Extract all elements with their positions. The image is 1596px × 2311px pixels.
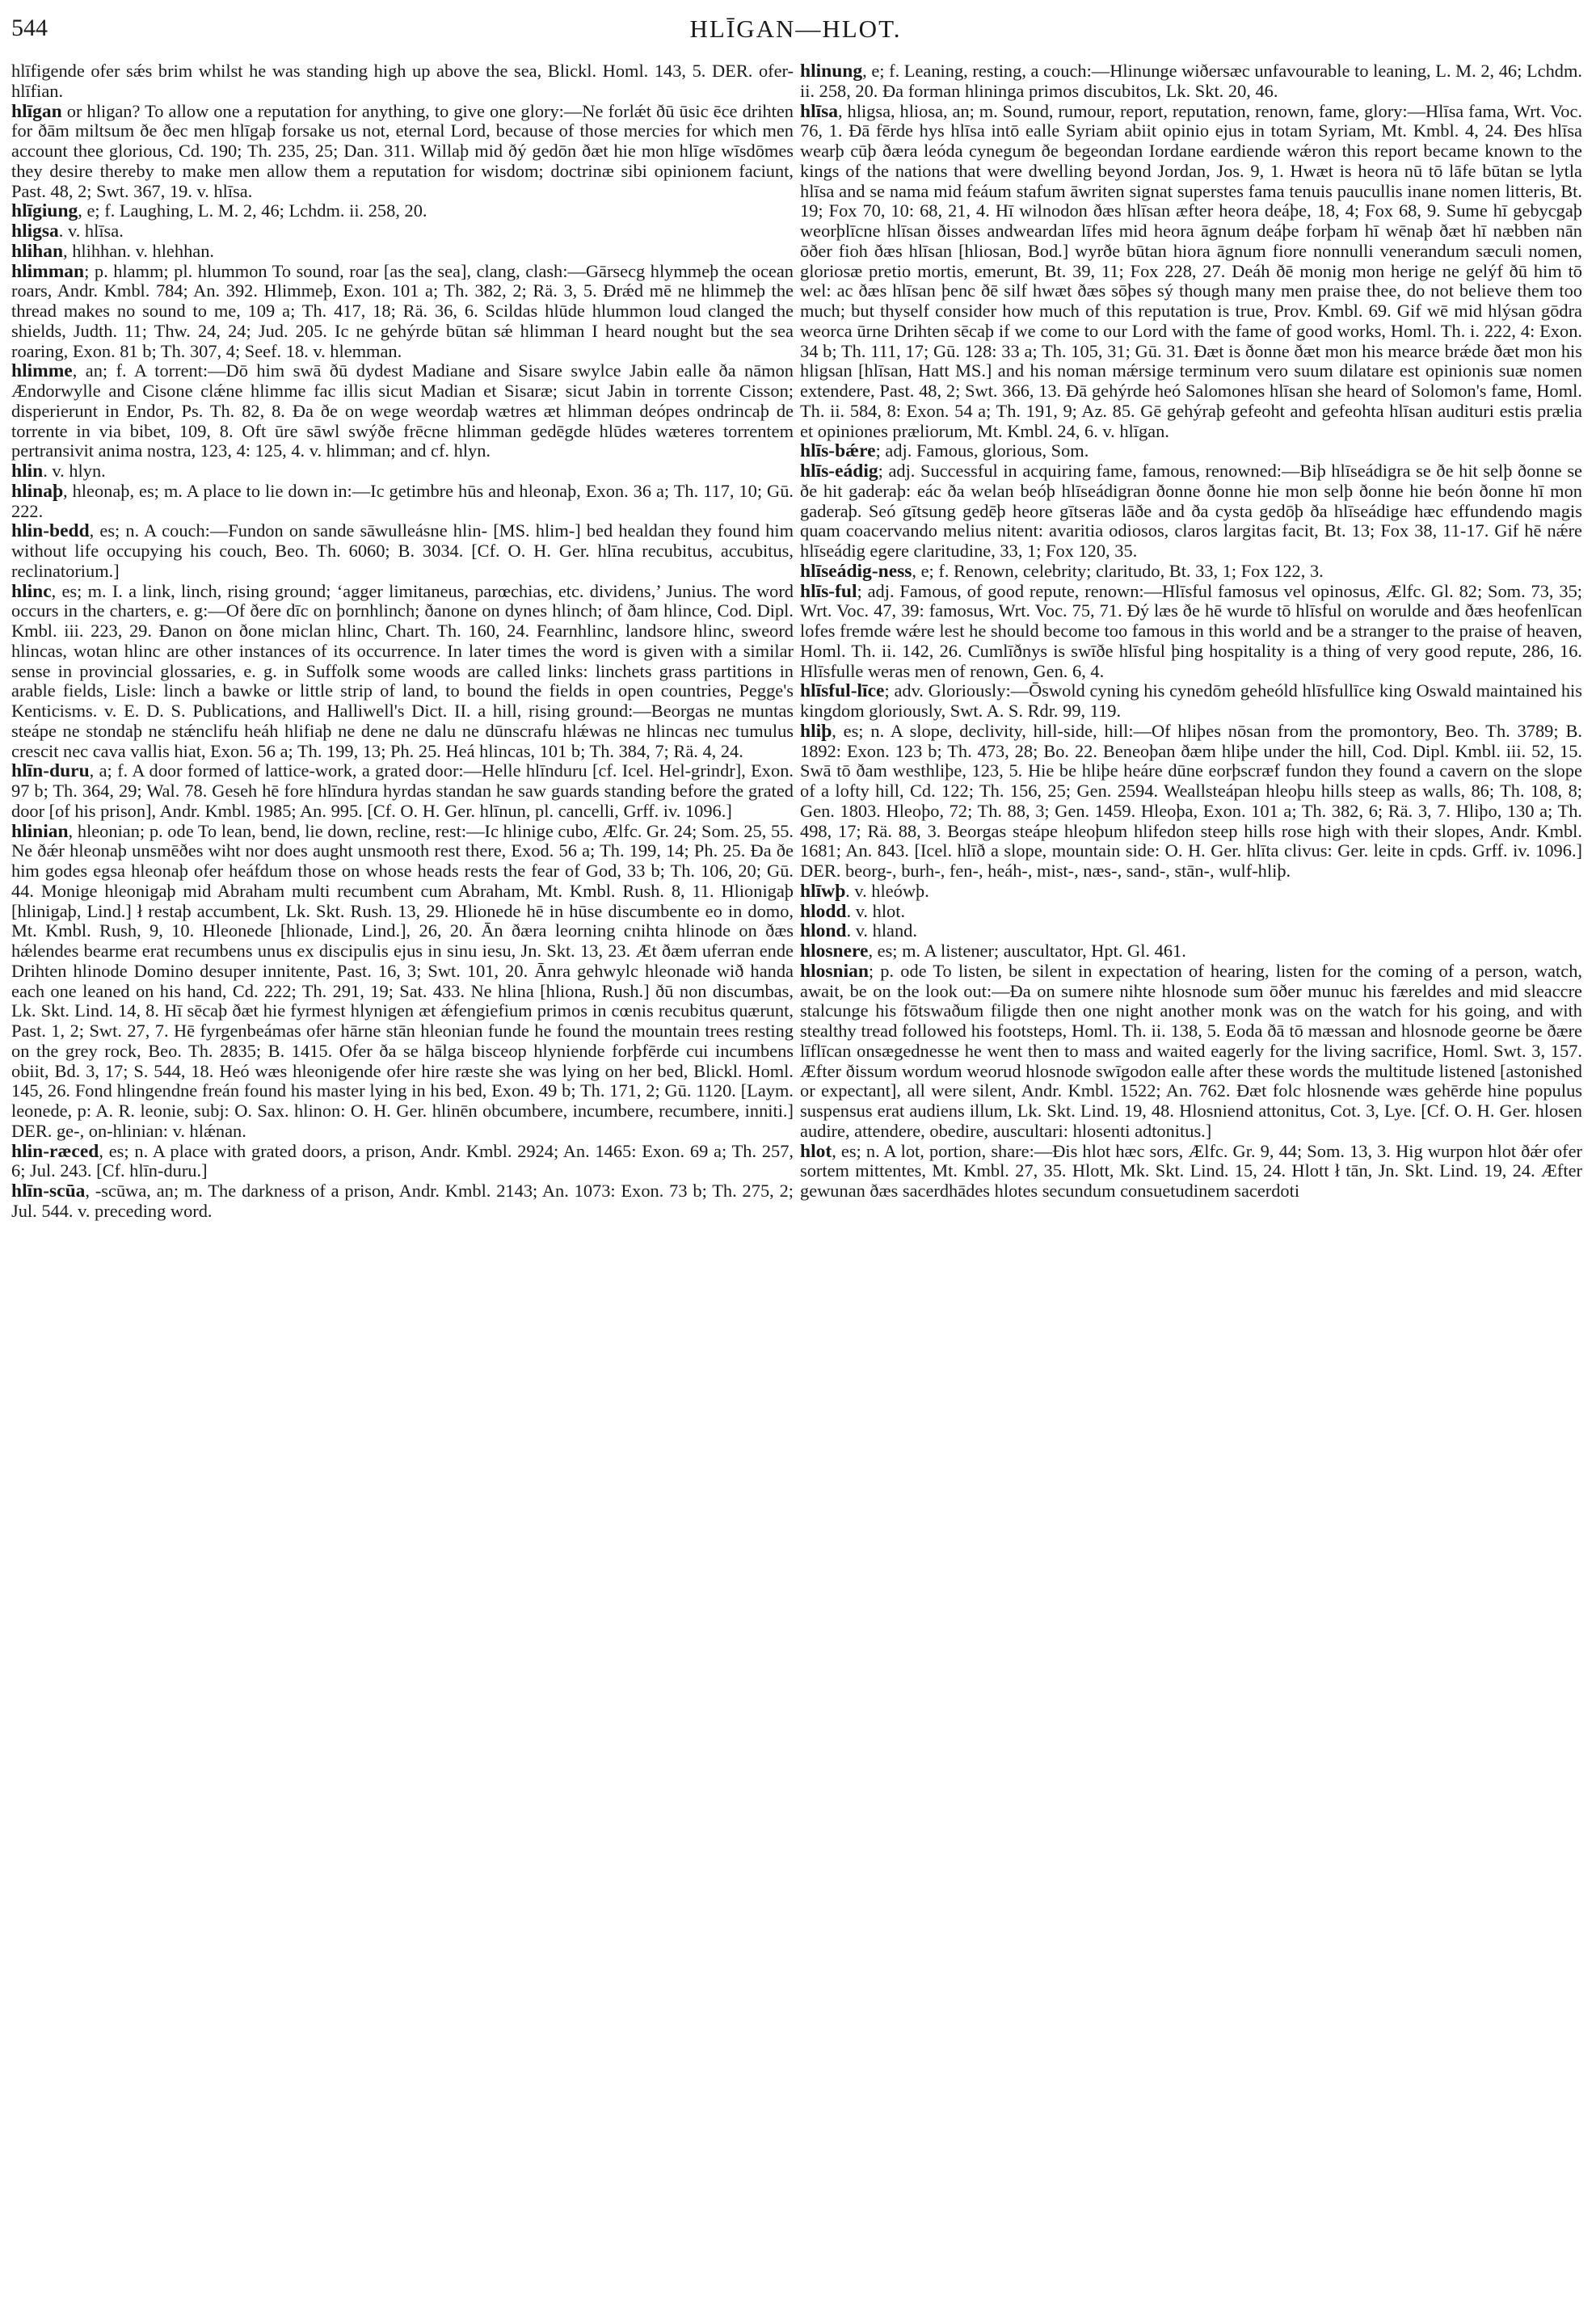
headword: hlodd: [800, 900, 847, 922]
headword: hlond: [800, 920, 847, 942]
headword: hlin-bedd: [11, 520, 90, 542]
headword: hlīseádig-ness: [800, 560, 912, 582]
headword: hlin-ræced: [11, 1140, 99, 1162]
entry-body: , hlihhan. v. hlehhan.: [63, 240, 214, 261]
entry-body: . v. hlīsa.: [58, 221, 124, 241]
dictionary-entry: [800, 921, 1582, 941]
dictionary-entry: [11, 61, 794, 102]
page-header: [11, 15, 1580, 55]
page-number: 544: [11, 15, 48, 41]
entry-body: , e; f. Laughing, L. M. 2, 46; Lchdm. ii. 258, 20.: [78, 200, 427, 221]
entry-body: ; adj. Famous, of good repute, renown:—Hlīsful famosus vel opinosus, Ælfc. Gl. 82; Som. 73, 35; Wrt. Voc. 47, 39: famosus, Wrt. Voc. 75, 71. Ðý læs ðe hē wurde tō hlīsful on worulde and ðæs heofenlīcan lofes fremde wǽre lest he should become too famous in this world and be a stranger to the praise of heaven, Homl. Th. ii. 142, 26. Cumlīðnys is swīðe hlīsful þing hospitality is a thing of very good repute, 286, 16. Hlīsfulle weras men of renown, Gen. 6, 4.: [800, 580, 1582, 681]
entry-body: hlīfigende ofer sǽs brim whilst he was standing high up above the sea, Blickl. Homl. 143, 5. DER. ofer-hlīfian.: [11, 61, 794, 101]
headword: hlīn-duru: [11, 760, 90, 782]
dictionary-entry: [800, 962, 1582, 1142]
entry-body: , es; n. A couch:—Fundon on sande sāwulleásne hlin- [MS. hlim-] bed healdan they found him without life occupying his couch, Beo. Th. 6060; B. 3034. [Cf. O. H. Ger. hlīna recubitus, accubitus, reclinatorium.]: [11, 520, 794, 581]
right-column: [800, 61, 1582, 1202]
entry-body: , hleonian; p. ode To lean, bend, lie down, recline, rest:—Ic hlinige cubo, Ælfc. Gr. 24; Som. 25, 55. Ne ðǽr hleonaþ unsmēðes wiht nor does aught unsmooth rest there, Exod. 56 a; Th. 199, 14; Ph. 25. Ða ðe him godes egsa hleonaþ ofer heáfdum those on whose heads rests the fear of God, 33 b; Th. 106, 20; Gū. 44. Monige hleonigaþ mid Abraham multi recumbent cum Abraham, Mt. Kmbl. Rush. 8, 11. Hlionigaþ [hlinigaþ, Lind.] ł restaþ accumbent, Lk. Skt. Rush. 13, 29. Hlionede hē in hūse discumbente eo in domo, Mt. Kmbl. Rush, 9, 10. Hleonede [hlionade, Lind.], 26, 20. Ān ðæra leorning cnihta hlinode on ðæs hǽlendes bearme erat recumbens unus ex discipulis ejus in sinu iesu, Jn. Skt. 13, 23. Æt ðæm uferran ende Drihten hlinode Domino desuper innitente, Past. 16, 3; Swt. 101, 20. Ānra gehwylc hleonade wið handa each one leaned on his hand, Cd. 222; Th. 291, 19; Sat. 433. Ne hlina [hliona, Rush.] ðū non discumbas, Lk. Skt. Lind. 14, 8. Hī sēcaþ ðæt hie fyrmest hlynigen æt ǽfengiefium primos in cœnis recubitus quærunt, Past. 1, 2; Swt. 27, 7. Hē fyrgenbeámas ofer hārne stān hleonian funde he found the mountain trees resting on the grey rock, Beo. Th. 2835; B. 1415. Ofer ða se hālga bisceop hlyniende forþfērde cui incumbens obiit, Bd. 3, 17; S. 544, 18. Heó wæs hleonigende ofer hire ræste she was lying on her bed, Blickl. Homl. 145, 26. Fond hlingendne freán found his master lying in his bed, Exon. 49 b; Th. 171, 2; Gū. 1120. [Laym. leonede, p: A. R. leonie, subj: O. Sax. hlinon: O. H. Ger. hlinēn obcumbere, incumbere, recumbere, inniti.] DER. ge-, on-hlinian: v. hlǽnan.: [11, 820, 794, 1141]
headword: hlīs-eádig: [800, 461, 878, 482]
dictionary-entry: [11, 761, 794, 821]
entry-body: . v. hlot.: [846, 900, 906, 921]
entry-body: , hleonaþ, es; m. A place to lie down in:—Ic getimbre hūs and hleonaþ, Exon. 36 a; Th. 117, 10; Gū. 222.: [11, 480, 794, 521]
entry-body: or hligan? To allow one a reputation for anything, to give one glory:—Ne forlǽt ðū ūsic ēce drihten for ðām miltsum ðe ðec men hlīgaþ forsake us not, eternal Lord, because of those mercies for which men account thee glorious, Cd. 190; Th. 235, 25; Dan. 311. Willaþ mid ðý gedōn ðæt hie mon hlīge wīsdōmes they desire thereby to make men allow them a reputation for wisdom; doctrinæ sibi opinionem faciunt, Past. 48, 2; Swt. 367, 19. v. hlīsa.: [11, 100, 794, 201]
headword: hlin: [11, 461, 44, 482]
headword: hlīgiung: [11, 200, 78, 222]
dictionary-entry: [11, 461, 794, 482]
entry-body: . v. hleówþ.: [845, 880, 929, 901]
dictionary-entry: [800, 102, 1582, 442]
headword: hlosnere: [800, 941, 869, 962]
headword: hlīsa: [800, 100, 839, 122]
entry-body: . v. hland.: [846, 920, 917, 941]
dictionary-entry: [800, 882, 1582, 902]
entry-body: , a; f. A door formed of lattice-work, a grated door:—Helle hlīnduru [cf. Icel. Hel-grindr], Exon. 97 b; Th. 364, 29; Wal. 78. Geseh hē fore hlīndura hyrdas standan he saw guards standing before the grated door [of his prison], Andr. Kmbl. 1985; An. 995. [Cf. O. H. Ger. hlīnun, pl. cancelli, Grff. iv. 1096.]: [11, 760, 794, 821]
headword: hliþ: [800, 720, 832, 742]
headword: hlinc: [11, 580, 52, 602]
entry-body: ; adj. Successful in acquiring fame, famous, renowned:—Biþ hlīseádigra se ðe hit selþ ðonne se ðe hit gaderaþ: eác ða welan beóþ hlīseádigran ðonne ðonne hie mon selþ ðonne hie beón ðonne hī mon gaderaþ. Seó gītsung gedēþ heore gītseras lāðe and ða cysta gedōþ ða hlīseádige hæc effundendo magis quam coacervando melius nitent: avaritia odiosos, claros largitas facit, Bt. 13; Fox 38, 11-17. Gif hē nǽre hlīseádig egere claritudine, 33, 1; Fox 120, 35.: [800, 461, 1582, 561]
dictionary-entry: [800, 461, 1582, 562]
headword: hlimme: [11, 360, 73, 382]
entry-body: . v. hlyn.: [43, 461, 106, 481]
entry-body: , es; n. A slope, declivity, hill-side, hill:—Of hliþes nōsan from the promontory, Beo. Th. 3789; B. 1892: Exon. 123 b; Th. 473, 28; Bo. 22. Beneoþan ðæm hliþe under the hill, Cod. Dipl. Kmbl. iii. 52, 15. Swā tō ðam westhliþe, 123, 5. Hie be hliþe heáre dūne eorþscræf fundon they found a cavern on the slope of a lofty hill, Cd. 122; Th. 156, 25; Gen. 2594. Weallsteápan hleoþu hills steep as walls, 86; Th. 108, 8; Gen. 1803. Hleoþo, 72; Th. 88, 3; Gen. 1459. Hleoþa, Exon. 101 a; Th. 382, 6; Rä. 3, 7. Hliþo, 130 a; Th. 498, 17; Rä. 88, 3. Beorgas steápe hleoþum hlifedon steep hills rose high with their slopes, Andr. Kmbl. 1681; An. 843. [Icel. hlīð a slope, mountain side: O. H. Ger. hlīta clivus: Ger. leite in cpds. Grff. iv. 1096.] DER. beorg-, burh-, fen-, heáh-, mist-, næs-, sand-, stān-, wulf-hliþ.: [800, 720, 1582, 881]
dictionary-entry: [11, 242, 794, 262]
headword: hlīwþ: [800, 880, 846, 902]
dictionary-entry: [11, 262, 794, 362]
entry-body: ; p. hlamm; pl. hlummon To sound, roar [as the sea], clang, clash:—Gārsecg hlymmeþ the ocean roars, Andr. Kmbl. 784; An. 392. Hlimmeþ, Exon. 101 a; Th. 382, 2; Rä. 3, 5. Ðrǽd mē ne hlimmeþ the thread makes no sound to me, 109 a; Th. 417, 18; Rä. 36, 6. Scildas hlūde hlummon loud clanged the shields, Judth. 11; Thw. 24, 24; Jud. 205. Ic ne gehýrde būtan sǽ hlimman I heard nought but the sea roaring, Exon. 81 b; Th. 307, 4; Seef. 18. v. hlemman.: [11, 260, 794, 361]
headword: hligsa: [11, 221, 59, 242]
dictionary-entry: [11, 482, 794, 522]
entry-body: , e; f. Renown, celebrity; claritudo, Bt. 33, 1; Fox 122, 3.: [912, 560, 1324, 581]
dictionary-entry: [11, 582, 794, 762]
dictionary-entry: [800, 1142, 1582, 1202]
headword: hlīgan: [11, 100, 62, 122]
headword: hlīn-scūa: [11, 1181, 86, 1202]
dictionary-entry: [11, 102, 794, 202]
dictionary-entry: [11, 201, 794, 221]
dictionary-entry: [800, 582, 1582, 682]
dictionary-entry: [11, 221, 794, 242]
entry-body: ; p. ode To listen, be silent in expectation of hearing, listen for the coming of a person, watch, await, be on the look out:—Ða on sumere nihte hlosnode sum ōðer munuc his færeldes and mid sleaccre stalcunge his fōtswaðum filigde then one night another monk was on the watch for his going, and with stealthy tread followed his footsteps, Homl. Th. ii. 138, 5. Eoda ðā tō mæssan and hlosnode georne be ðære līflīcan onsægednesse he went then to mass and waited eagerly for the living sacrifice, Homl. Swt. 3, 157. Æfter ðissum wordum weorud hlosnode swīgodon ealle after these words the multitude listened [astonished or expectant], all were silent, Andr. Kmbl. 1522; An. 762. Ðæt folc hlosnende wæs gehērde hine populus suspensus erat audiens illum, Lk. Skt. Lind. 19, 48. Hlosniend attonitus, Cot. 3, Lye. [Cf. O. H. Ger. hlosen audire, attendere, obedire, auscultari: hlosenti adtonitus.]: [800, 960, 1582, 1141]
headword: hlīs-ful: [800, 580, 857, 602]
entry-body: , es; n. A place with grated doors, a prison, Andr. Kmbl. 2924; An. 1465: Exon. 69 a; Th. 257, 6; Jul. 243. [Cf. hlīn-duru.]: [11, 1140, 794, 1181]
dictionary-entry: [800, 902, 1582, 922]
headword: hlimman: [11, 260, 85, 282]
dictionary-entry: [11, 521, 794, 581]
headword: hlīs-bǽre: [800, 440, 876, 462]
entry-body: ; adj. Famous, glorious, Som.: [875, 440, 1089, 461]
entry-body: , hligsa, hliosa, an; m. Sound, rumour, report, reputation, renown, fame, glory:—Hlīsa fama, Wrt. Voc. 76, 1. Ðā fērde hys hlīsa intō ealle Syriam abiit opinio ejus in totam Syriam, Mt. Kmbl. 4, 24. Ðes hlīsa wearþ cūþ ðæra leóda cynegum ðe begeondan Iordane eardiende wǽron this report became known to the kings of the nations that were dwelling beyond Jordan, Jos. 9, 1. Hwæt is heora nū tō lāfe būtan se lytla hlīsa and se nama mid feáum stafum āwriten signat superstes fama tenuis paucullis inane nomen litteris, Bt. 19; Fox 70, 10: 68, 21, 4. Hī wilnodon ðæs hlīsan æfter heora deáþe, 18, 4; Fox 68, 9. Sume hī gebycgaþ weorþlīcne hlīsan ðisses andweardan līfes mid heora āgnum deáþe forþam hī wēnaþ ðæt hī næbben nān ōðer fioh ðæs hlīsan [hliosan, Bod.] wyrðe būtan hiora āgnum fiore nonnulli venerandum sæculi nomen, gloriosæ pretio mortis, emerunt, Bt. 39, 11; Fox 228, 27. Deáh ðē monig mon herige ne gelýf ðū him tō wel: ac ðæs hlīsan þenc ðē silf hwæt ðæs sōþes sý though many men praise thee, do not believe them too much; but thyself consider how much of this reputation is true, Prov. Kmbl. 69. Gif wē mid hlýsan gōdra weorca ūrne Drihten sēcaþ if we come to our Lord with the fame of good works, Homl. Th. i. 222, 4: Exon. 34 b; Th. 111, 17; Gū. 128: 33 a; Th. 105, 31; Gū. 31. Ðæt is ðonne ðæt mon his mearce brǽde ðæt mon his hligsan [hlīsan, Hatt MS.] and his noman mǽrsige terminum vero suum dilatare est opinionis suæ nomen extendere, Past. 48, 2; Swt. 366, 13. Ðā gehýrde heó Salomones hlīsan she heard of Solomon's fame, Homl. Th. ii. 584, 8: Exon. 54 a; Th. 191, 9; Az. 85. Gē gehýraþ gefeoht and gefeohta hlīsan audituri estis prælia et opiniones præliorum, Mt. Kmbl. 24, 6. v. hlīgan.: [800, 100, 1582, 441]
left-column: [11, 61, 794, 1222]
entry-body: , an; f. A torrent:—Dō him swā ðū dydest Madiane and Sisare swylce Jabin ealle ða nāmon Ændorwylle and Cisone clǽne hlimme fac illis sicut Madian et Sisaræ; sicut Jabin in torrente Cisson; disperierunt in Endor, Ps. Th. 82, 8. Ða ðe on wege weordaþ wætres æt hlimman deópes ondrincaþ de torrente in via bibet, 109, 8. Oft ūre sāwl swýðe frēcne hlimman gedēgde hlūdes wæteres torrentem pertransivit anima nostra, 123, 4: 125, 4. v. hlimman; and cf. hlyn.: [11, 360, 794, 461]
entry-body: , es; n. A lot, portion, share:—Ðis hlot hæc sors, Ælfc. Gr. 9, 44; Som. 13, 3. Hig wurpon hlot ðǽr ofer sortem mittentes, Mt. Kmbl. 27, 35. Hlott, Mk. Skt. Lind. 15, 24. Hlott ł tān, Jn. Skt. Lind. 19, 24. Æfter gewunan ðæs sacerdhādes hlotes secundum consuetudinem sacerdoti: [800, 1140, 1582, 1201]
dictionary-entry: [800, 562, 1582, 582]
headword: hlot: [800, 1140, 832, 1162]
headword: hlinung: [800, 61, 863, 82]
entry-body: ; adv. Gloriously:—Ōswold cyning his cynedōm geheóld hlīsfullīce king Oswald maintained his kingdom gloriously, Swt. A. S. Rdr. 99, 119.: [800, 680, 1582, 721]
dictionary-entry: [800, 681, 1582, 722]
dictionary-entry: [11, 822, 794, 1142]
dictionary-entry: [800, 941, 1582, 962]
entry-body: , e; f. Leaning, resting, a couch:—Hlinunge wiðersæc unfavourable to leaning, L. M. 2, 46; Lchdm. ii. 258, 20. Ða forman hlininga primos discubitos, Lk. Skt. 20, 46.: [800, 61, 1582, 101]
dictionary-entry: [11, 1142, 794, 1182]
dictionary-entry: [800, 61, 1582, 102]
headword: hlihan: [11, 240, 64, 262]
headword: hlinaþ: [11, 480, 64, 502]
entry-body: , es; m. I. a link, linch, rising ground; ‘agger limitaneus, parœchias, etc. dividens,’ Junius. The word occurs in the charters, e. g:—Of ðere dīc on þornhlinch; ðanone on dynes hlinch; of ðam hlince, Cod. Dipl. Kmbl. iii. 223, 29. Ðanon on ðone miclan hlinc, Chart. Th. 160, 24. Fearnhlinc, landsore hlinc, sweord hlincas, wotan hlinc are other instances of its occurrence. In later times the word is given with a similar sense in provincial glossaries, e. g. in Suffolk some woods are called links: linchets grass partitions in arable fields, Lisle: linch a bawke or little strip of land, to bound the fields in open countries, Pegge's Kenticisms. v. E. D. S. Publications, and Halliwell's Dict. II. a hill, rising ground:—Beorgas ne muntas steápe ne stondaþ ne stǽnclifu heáh hlifiaþ ne dene ne dalu ne dūnscrafu hlǽwas ne hlincas nec tumulus crescit nec cava vallis hiat, Exon. 56 a; Th. 199, 13; Ph. 25. Heá hlincas, 101 b; Th. 384, 7; Rä. 4, 24.: [11, 580, 794, 761]
headword: hlosnian: [800, 960, 869, 982]
headword: hlinian: [11, 820, 69, 842]
dictionary-entry: [800, 722, 1582, 882]
dictionary-entry: [800, 441, 1582, 461]
headword: hlīsful-līce: [800, 680, 885, 702]
entry-body: , -scūwa, an; m. The darkness of a prison, Andr. Kmbl. 2143; An. 1073: Exon. 73 b; Th. 275, 2; Jul. 544. v. preceding word.: [11, 1181, 794, 1221]
page-title: HLĪGAN—HLOT.: [689, 15, 902, 43]
column-divider: [790, 61, 791, 2300]
entry-body: , es; m. A listener; auscultator, Hpt. Gl. 461.: [868, 941, 1186, 961]
dictionary-entry: [11, 361, 794, 461]
dictionary-entry: [11, 1181, 794, 1222]
